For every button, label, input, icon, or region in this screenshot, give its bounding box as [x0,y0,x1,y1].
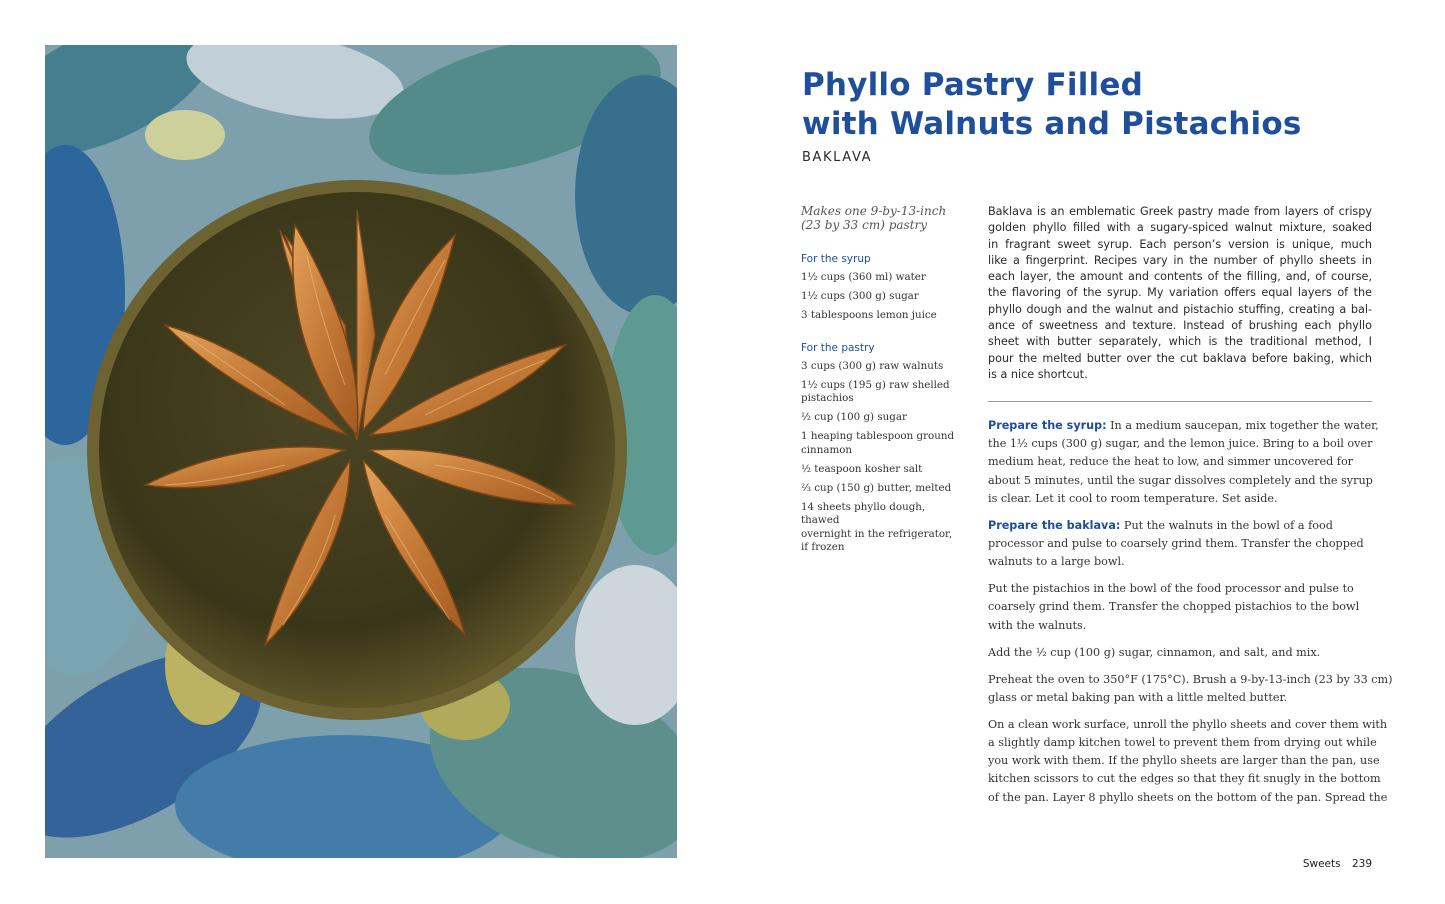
yield-line: Makes one 9-by-13-inch [801,204,947,218]
pastry-list [801,360,961,555]
syrup-heading: For the syrup [801,253,871,265]
ingredient-item: ½ teaspoon kosher salt [801,462,923,475]
yield-line: (23 by 33 cm) pastry [801,218,928,232]
ingredient-item: 3 tablespoons lemon juice [801,309,937,321]
ingredient-item: 1½ cups (300 g) sugar [801,290,919,302]
method-step-preheat: Preheat the oven to 350°F (175°C). Brush a 9-by-13-inch (23 by 33 cm) glass or metal baking pan with a little melted butter. [988,672,1393,704]
ingredient-item: 3 cups (300 g) raw walnuts [801,359,944,372]
pastry-ingredients [801,342,961,555]
method-step-layer: On a clean work surface, unroll the phyllo sheets and cover them with a slightly damp kitchen towel to prevent them from drying out while you work with them. If the phyllo sheets are larger than the pan, use kitchen scissors to cut the edges so that they fit snugly in the bottom of the pan. Layer 8 phyllo sheets on the bottom of the pan. Spread the [988,717,1388,804]
section-divider [988,401,1372,402]
ingredient-item: 1½ cups (195 g) raw shelled pistachios [801,378,950,404]
method-step-pistachios: Put the pistachios in the bowl of the food processor and pulse to coarsely grind them. Transfer the chopped pistachios to the bowl with the walnuts. [988,582,1360,632]
page-footer [1303,858,1372,870]
baklava-photo [45,45,677,858]
ingredients-column [801,204,961,574]
pastry-heading: For the pastry [801,341,875,354]
recipe-intro: Baklava is an emblematic Greek pastry made from layers of crispy golden phyllo filled with a sugary-spiced walnut mixture, soaked in fragrant sweet syrup. Each person’s version is unique, much like a fingerprint. Recipes vary in the number of phyllo sheets in each layer, the amount and contents of the filling, and, of course, the flavoring of the syrup. My variation offers equal layers of the phyllo dough and the walnut and pistachio stuffing, creating a bal- ance of sweetness and texture. Instead of brushing each phyllo sheet with butter separately, which is the traditional method, I pour the melted butter over the cut baklava before baking, which is a nice shortcut. [988,205,1372,381]
recipe-title [802,66,1402,144]
recipe-subtitle: BAKLAVA [802,150,873,165]
footer-section: Sweets [1302,858,1341,870]
method-step-baklava: Prepare the baklava: Put the walnuts in the bowl of a food processor and pulse to coarsely grind them. Transfer the chopped walnuts to a large bowl. [988,518,1364,569]
ingredient-item: ½ cup (100 g) sugar [801,411,907,423]
recipe-title-line-2: with Walnuts and Pistachios [802,106,1302,142]
step-heading: Prepare the baklava: [988,518,1121,532]
method-step-mix: Add the ½ cup (100 g) sugar, cinnamon, and salt, and mix. [988,645,1321,659]
page-number: 239 [1351,858,1372,870]
ingredient-item: 1 heaping tablespoon ground cinnamon [801,430,955,456]
syrup-list [801,271,961,323]
baklava-photo-illustration [45,45,677,858]
recipe-method [988,417,1393,816]
recipe-yield [801,204,961,232]
ingredient-item: ⅔ cup (150 g) butter, melted [801,481,952,494]
ingredient-item: 1½ cups (360 ml) water [801,271,926,283]
syrup-ingredients [801,253,961,323]
step-heading: Prepare the syrup: [988,419,1107,432]
method-step-syrup: Prepare the syrup: In a medium saucepan, mix together the water, the 1½ cups (300 g) sugar, and the lemon juice. Bring to a boil over medium heat, reduce the heat to low, and simmer uncovered for about 5 minutes, until the sugar dissolves completely and the syrup is clear. Let it cool to room temperature. Set aside. [988,419,1379,505]
recipe-title-line-1: Phyllo Pastry Filled [802,67,1143,103]
ingredient-item: 14 sheets phyllo dough, thawed overnight in the refrigerator, if frozen [801,500,953,553]
